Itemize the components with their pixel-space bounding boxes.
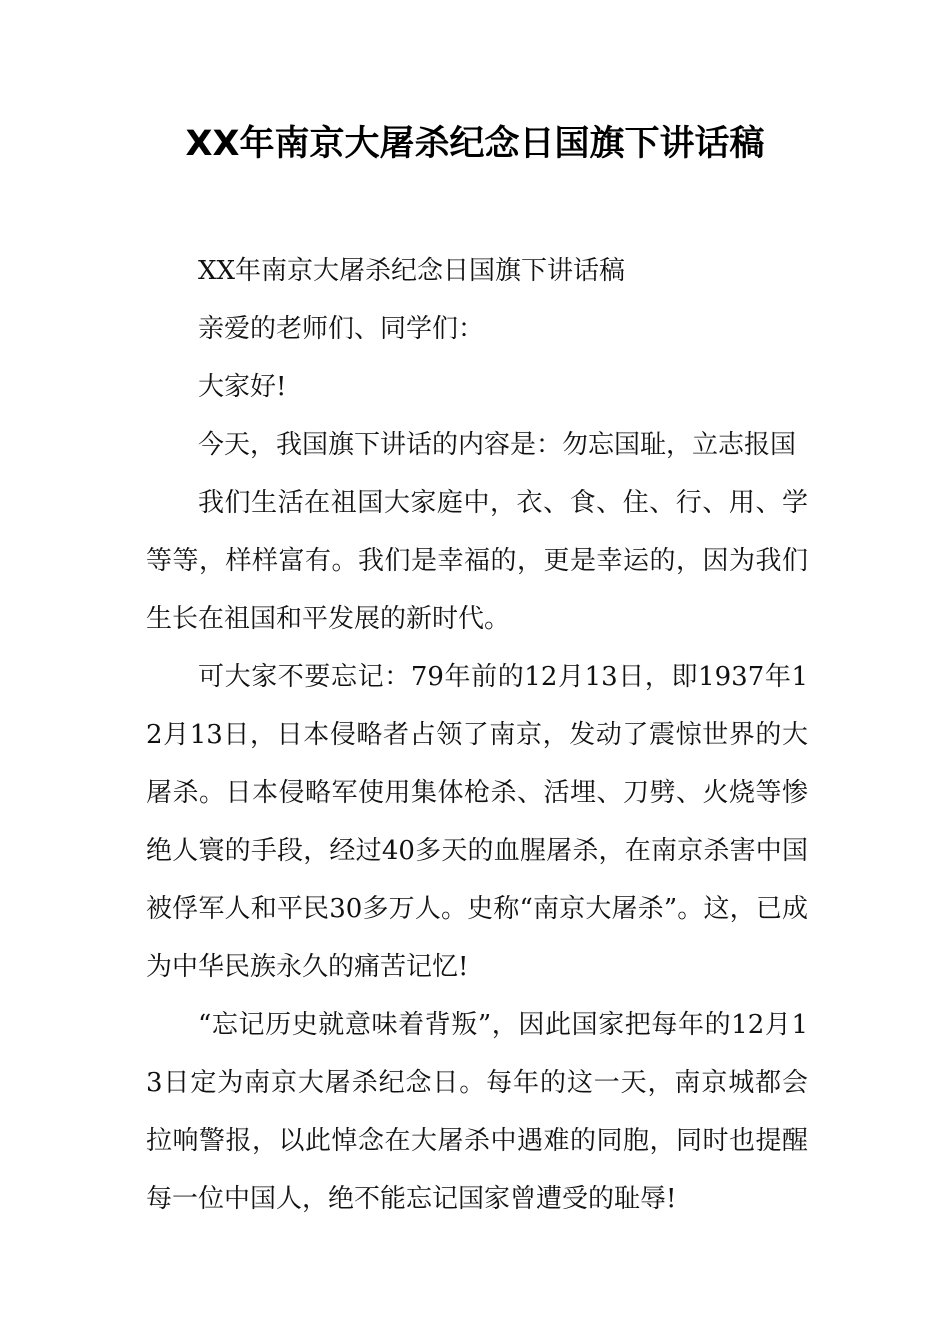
paragraph-heading: XX年南京大屠杀纪念日国旗下讲话稿 (198, 256, 626, 286)
paragraph-topic: 今天，我国旗下讲话的内容是：勿忘国耻，立志报国 (198, 430, 797, 460)
document-body (146, 242, 808, 1228)
page-title: XX年南京大屠杀纪念日国旗下讲话稿 (185, 124, 765, 164)
paragraph-greeting: 大家好! (198, 372, 287, 402)
paragraph-happy-life: 我们生活在祖国大家庭中，衣、食、住、行、用、学等等，样样富有。我们是幸福的，更是幸运的，因为我们生长在祖国和平发展的新时代。 (146, 488, 808, 634)
paragraph-massacre-history: 可大家不要忘记：79年前的12月13日，即1937年12月13日，日本侵略者占领了南京，发动了震惊世界的大屠杀。日本侵略军使用集体枪杀、活埋、刀劈、火烧等惨绝人寰的手段，经过40多天的血腥屠杀，在南京杀害中国被俘军人和平民30多万人。史称“南京大屠杀”。这，已成为中华民族永久的痛苦记忆! (146, 662, 808, 982)
paragraph-salutation: 亲爱的老师们、同学们： (198, 314, 485, 344)
paragraph-memorial-day: “忘记历史就意味着背叛”，因此国家把每年的12月13日定为南京大屠杀纪念日。每年的这一天，南京城都会拉响警报，以此悼念在大屠杀中遇难的同胞，同时也提醒每一位中国人，绝不能忘记国家曾遭受的耻辱! (146, 1010, 808, 1214)
